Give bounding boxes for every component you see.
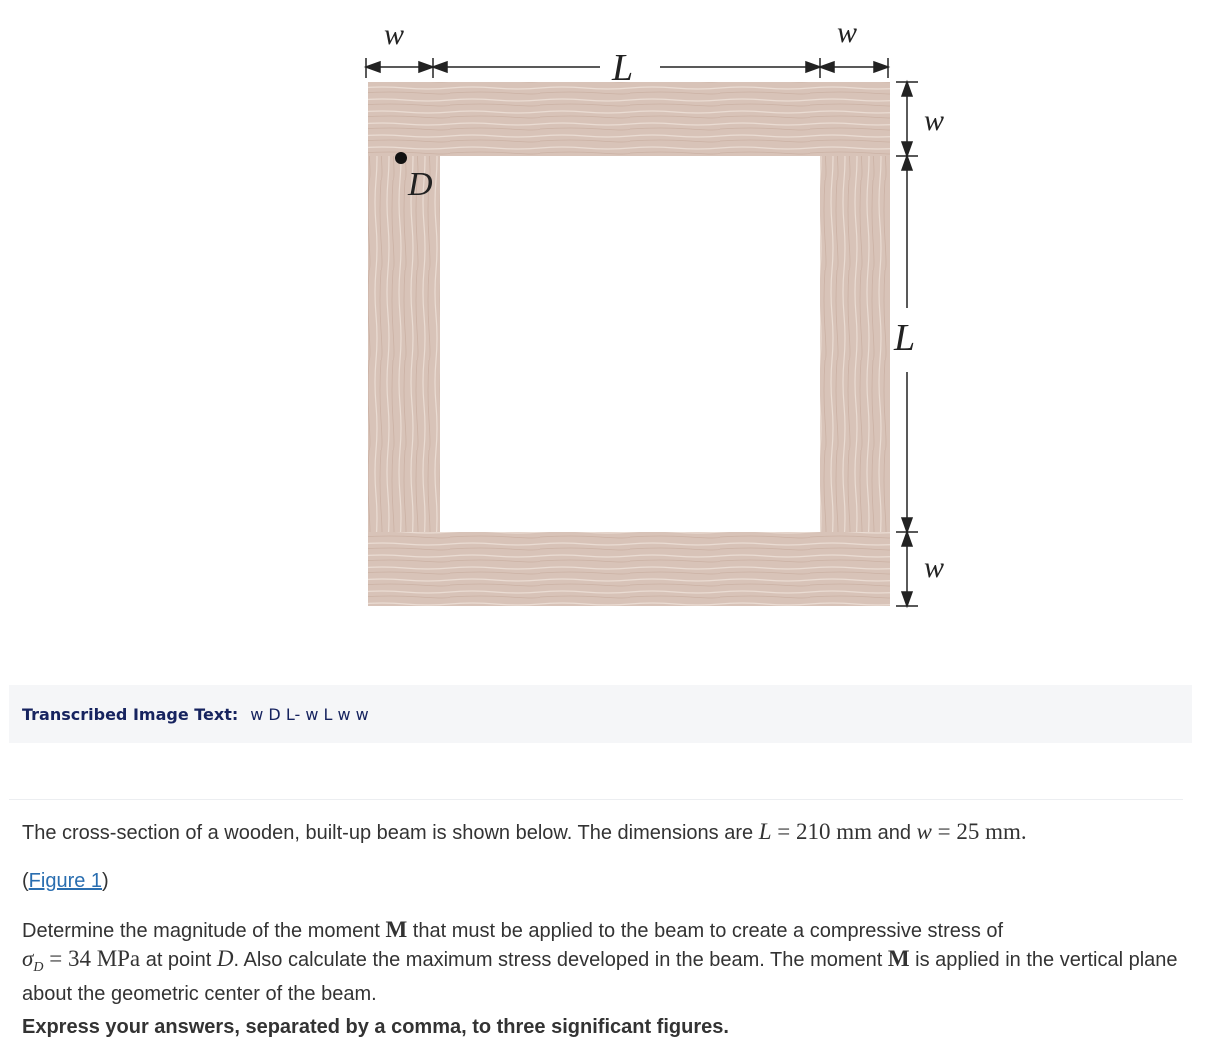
math-l: L (758, 819, 772, 844)
math-m-2: M (887, 946, 910, 971)
problem-question (22, 916, 1182, 1008)
answer-instruction: Express your answers, separated by a comma, to three significant figures. (22, 1016, 729, 1038)
dim-label-w-top-right: w (837, 16, 858, 49)
dim-label-w-right-bottom: w (924, 551, 945, 584)
figure-reference (22, 868, 109, 895)
transcribed-text: w D L- w L w w (250, 704, 369, 724)
math-l-value: = 210 mm (771, 819, 873, 844)
section-divider (9, 799, 1183, 800)
problem-intro (22, 818, 1027, 847)
question-text-a: Determine the magnitude of the moment (22, 920, 386, 942)
right-web (820, 156, 890, 532)
left-web (368, 156, 440, 532)
paren-close: ) (102, 870, 109, 892)
math-d: D (216, 946, 234, 971)
bottom-flange (368, 532, 890, 606)
math-w-value: = 25 mm (931, 819, 1021, 844)
question-text-e: is applied in the vertical plane about the geometric center of the beam. (22, 949, 1178, 1005)
intro-and: and (872, 822, 917, 844)
intro-period: . (1020, 819, 1027, 844)
paren-open: ( (22, 870, 29, 892)
dim-label-l-right: L (894, 317, 916, 359)
figure-1-link[interactable]: Figure 1 (28, 870, 103, 892)
point-d-label: D (408, 166, 433, 203)
question-text-d: . Also calculate the maximum stress developed in the beam. The moment (233, 949, 888, 971)
math-sigma-sub: D (33, 960, 44, 975)
point-d-marker (395, 152, 407, 164)
math-sigma: σ (22, 946, 34, 971)
math-w: w (916, 819, 932, 844)
math-m: M (385, 917, 408, 942)
top-flange (368, 82, 890, 156)
question-text-c: at point (140, 949, 217, 971)
intro-text: The cross-section of a wooden, built-up beam is shown below. The dimensions are (22, 822, 759, 844)
question-text-b: that must be applied to the beam to create a compressive stress of (407, 920, 1004, 942)
dim-label-l-top: L (612, 47, 634, 89)
dim-label-w-right-top: w (924, 104, 945, 137)
transcribed-image-text-box (9, 685, 1192, 743)
math-stress-value: = 34 MPa (43, 946, 141, 971)
transcribed-label: Transcribed Image Text: (22, 704, 239, 724)
dim-label-w-top-left: w (384, 18, 405, 51)
